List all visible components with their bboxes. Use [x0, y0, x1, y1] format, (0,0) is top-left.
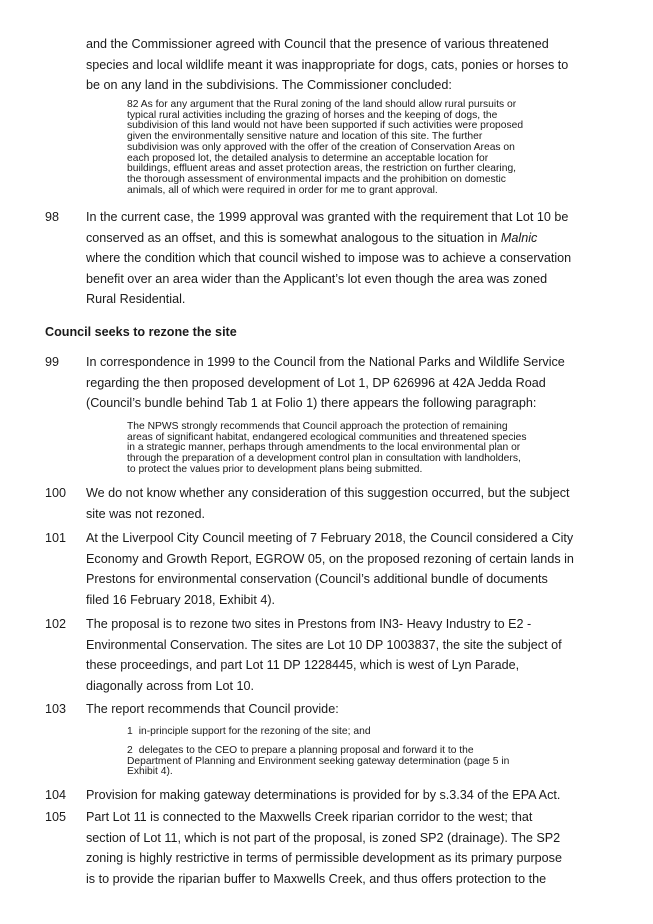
paragraph-number: 105	[45, 810, 67, 824]
text-line: conserved as an offset, and this is somewhat analogous to the situation in Malnic	[86, 230, 538, 245]
text-line: Provision for making gateway determinations is provided for by s.3.34 of the EPA Act.	[86, 788, 561, 802]
paragraph-98	[45, 207, 595, 310]
quote-line: through the preparation of a development control plan in consultation with landholders,	[127, 453, 521, 465]
paragraph-number: 101	[45, 531, 67, 545]
paragraph-101	[45, 528, 595, 610]
text-line: these proceedings, and part Lot 11 DP 1228445, which is west of Lyn Parade,	[86, 658, 520, 673]
paragraph-104	[45, 785, 595, 806]
section-heading: Council seeks to rezone the site	[45, 325, 237, 339]
quote-line: subdivision of this land would not have been supported if such activities were proposed	[127, 120, 524, 132]
text-line: site was not rezoned.	[86, 506, 206, 521]
paragraph-100	[45, 483, 595, 524]
case-name-italic: Malnic	[500, 230, 538, 245]
quote-line: in a strategic manner, perhaps through amendments to the local environmental plan or	[127, 442, 521, 454]
quote-line: to protect the values prior to development plans being submitted.	[127, 463, 423, 475]
text-line: section of Lot 11, which is not part of the proposal, is zoned SP2 (drainage). The SP2	[86, 830, 561, 845]
text-line: The report recommends that Council provide:	[86, 702, 339, 716]
paragraph-number: 103	[45, 702, 67, 716]
text-line: benefit over an area wider than the Applicant’s lot even though the area was zoned	[86, 271, 548, 286]
block-quote-82	[127, 100, 593, 196]
list-number: 2	[127, 745, 133, 756]
text-line: At the Liverpool City Council meeting of 7 February 2018, the Council considered a City	[86, 531, 574, 545]
paragraph-number: 99	[45, 355, 60, 369]
text-line: Economy and Growth Report, EGROW 05, on the proposed rezoning of certain lands in	[86, 551, 574, 566]
block-quote-npws	[127, 422, 593, 476]
text-line: and the Commissioner agreed with Council that the presence of various threatened	[86, 37, 549, 51]
text-line: The proposal is to rezone two sites in Prestons from IN3- Heavy Industry to E2 -	[86, 617, 532, 631]
text-line: (Council’s bundle behind Tab 1 at Folio 1) there appears the following paragraph:	[86, 396, 537, 411]
quote-line: areas of significant habitat, endangered ecological communities and threatened species	[127, 431, 527, 443]
text-line: regarding the then proposed development of Lot 1, DP 626996 at 42A Jedda Road	[86, 375, 546, 390]
text-line: filed 16 February 2018, Exhibit 4).	[86, 592, 276, 607]
text-line: diagonally across from Lot 10.	[86, 678, 255, 693]
text-line: be on any land in the subdivisions. The Commissioner concluded:	[86, 78, 452, 93]
paragraph-99	[45, 352, 595, 414]
text-line: is to provide the riparian buffer to Maxwells Creek, and thus offers protection to the	[86, 871, 547, 886]
paragraph-105	[45, 807, 595, 889]
text-line: zoning is highly restrictive in terms of permissible development as its primary purpose	[86, 851, 562, 866]
list-item	[127, 727, 593, 738]
list-text: in-principle support for the rezoning of the site; and	[138, 726, 371, 737]
paragraph-number: 102	[45, 617, 67, 631]
text-line: In the current case, the 1999 approval was granted with the requirement that Lot 10 be	[86, 210, 569, 224]
paragraph-number: 98	[45, 210, 60, 224]
paragraph-103	[45, 699, 595, 720]
quote-line: given the environmentally sensitive nature and location of this site. The further	[127, 131, 483, 143]
text-line: Environmental Conservation. The sites are Lot 10 DP 1003837, the site the subject of	[86, 637, 562, 652]
list-text: delegates to the CEO to prepare a planning proposal and forward it to the	[138, 745, 474, 756]
text-line: In correspondence in 1999 to the Council from the National Parks and Wildlife Service	[86, 355, 565, 369]
quote-line: buildings, effluent areas and asset protection areas, the restriction on further clearing,	[127, 163, 517, 175]
quote-line: The NPWS strongly recommends that Council approach the protection of remaining	[127, 421, 508, 432]
continuation-paragraph	[86, 34, 596, 96]
paragraph-102	[45, 614, 595, 696]
list-number: 1	[127, 726, 133, 737]
text-line: species and local wildlife meant it was inappropriate for dogs, cats, ponies or horses to	[86, 57, 569, 72]
quote-line: 82 As for any argument that the Rural zoning of the land should allow rural pursuits or	[127, 99, 517, 110]
list-text: Department of Planning and Environment seeking gateway determination (page 5 in	[127, 755, 510, 767]
text-line: We do not know whether any consideration of this suggestion occurred, but the subject	[86, 486, 570, 500]
quote-line: the thorough assessment of environmental impacts and the prohibition on domestic	[127, 173, 506, 185]
text-line: Part Lot 11 is connected to the Maxwells Creek riparian corridor to the west; that	[86, 810, 533, 824]
quote-line: each proposed lot, the detailed analysis to determine an acceptable location for	[127, 152, 489, 164]
list-item	[127, 746, 593, 778]
quote-line: animals, all of which were required in order for me to grant approval.	[127, 184, 438, 196]
text-line: Rural Residential.	[86, 292, 186, 307]
paragraph-number: 100	[45, 486, 67, 500]
text-line: Prestons for environmental conservation (Council’s additional bundle of documents	[86, 572, 548, 587]
quote-line: subdivision was only approved with the offer of the creation of Conservation Areas on	[127, 141, 515, 153]
paragraph-number: 104	[45, 788, 67, 802]
quote-line: typical rural activities including the grazing of horses and the keeping of dogs, the	[127, 109, 498, 121]
text-line: where the condition which that council wished to impose was to achieve a conservation	[86, 251, 572, 266]
list-text: Exhibit 4).	[127, 766, 173, 778]
